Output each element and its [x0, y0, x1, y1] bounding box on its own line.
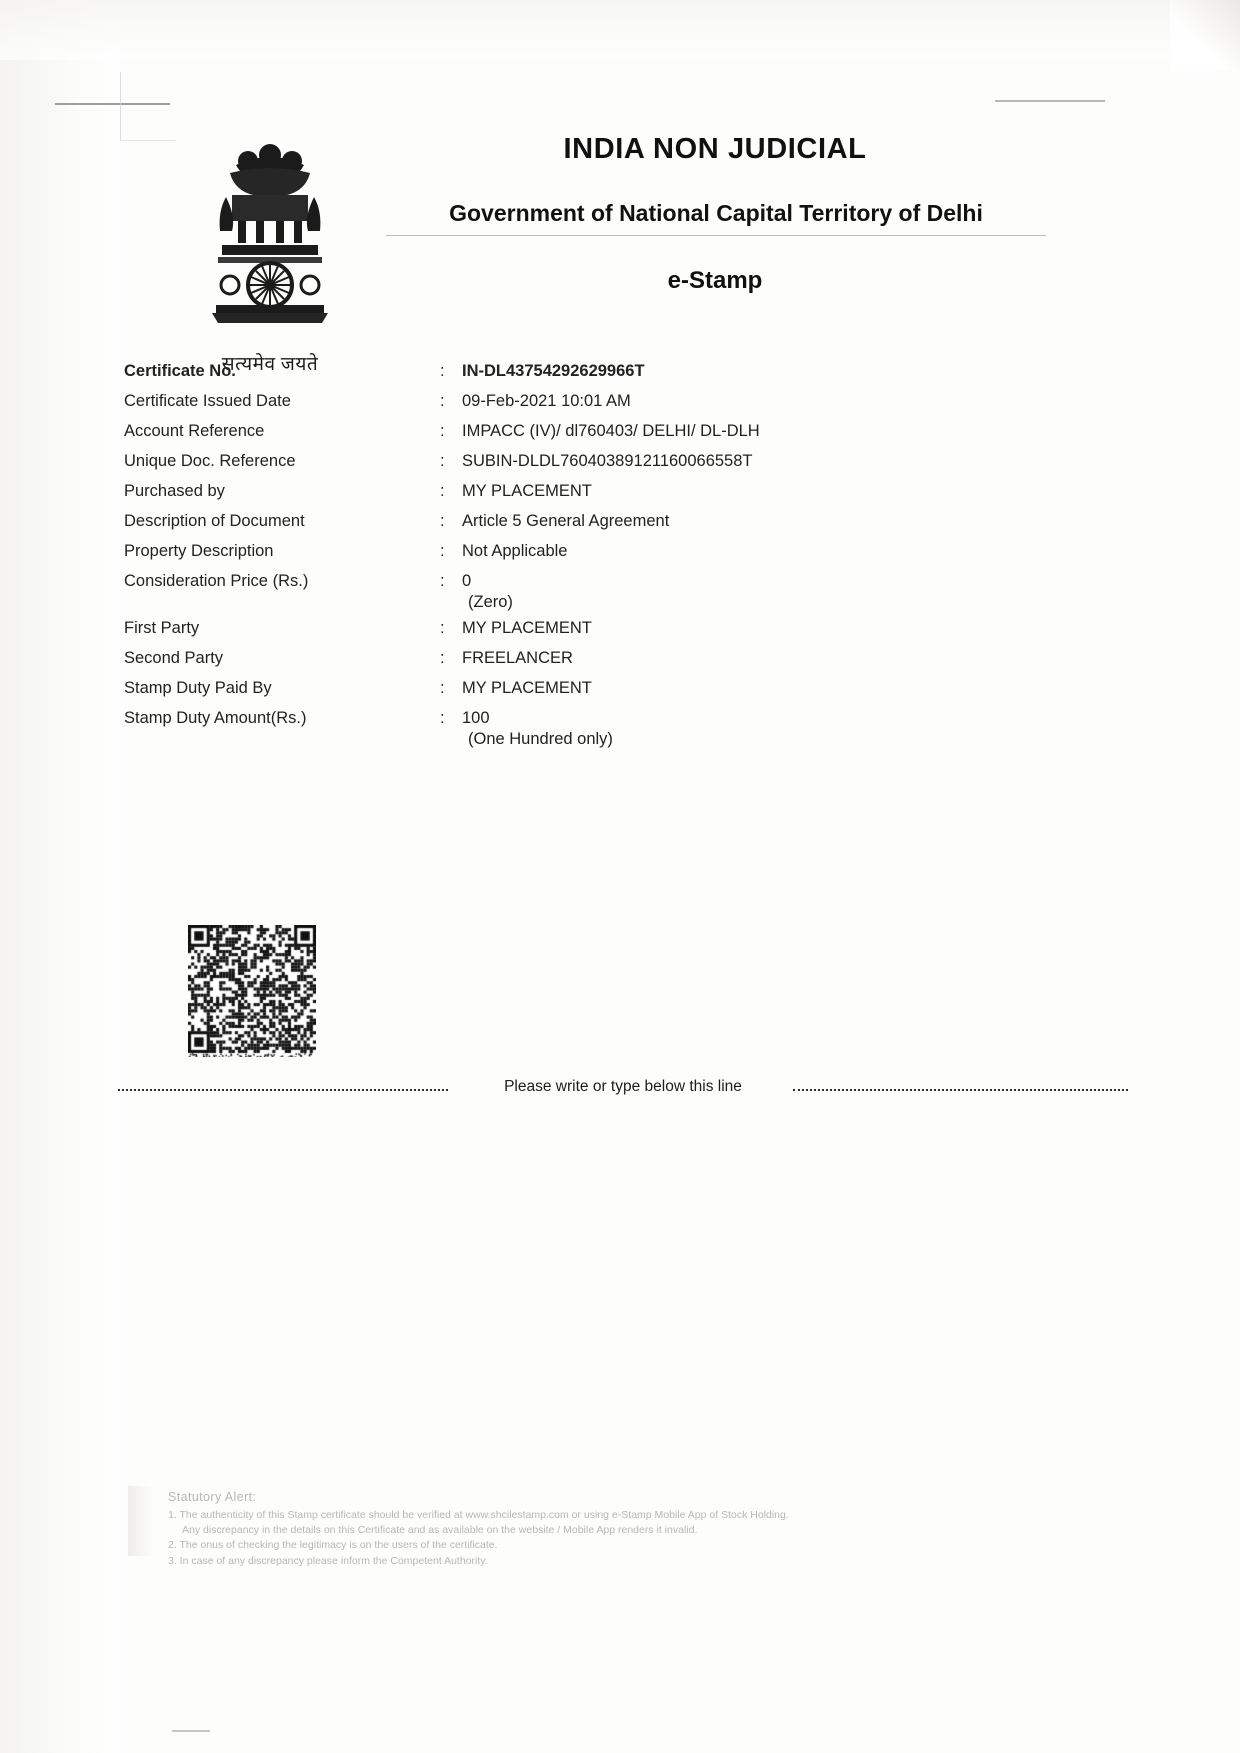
field-separator: :: [440, 679, 445, 697]
field-row: [124, 482, 1084, 512]
field-label: Stamp Duty Paid By: [124, 679, 272, 697]
government-subtitle: [346, 200, 1086, 236]
field-label: Account Reference: [124, 422, 265, 440]
field-value: SUBIN-DLDL76040389121160066558T: [462, 452, 753, 470]
field-value: 100: [462, 709, 490, 727]
field-label: Property Description: [124, 542, 274, 560]
field-label: Stamp Duty Amount(Rs.): [124, 709, 307, 727]
field-separator: :: [440, 482, 445, 500]
field-row: [124, 512, 1084, 542]
field-label: Unique Doc. Reference: [124, 452, 296, 470]
field-value: 09-Feb-2021 10:01 AM: [462, 392, 631, 410]
field-separator: :: [440, 512, 445, 530]
emblem-motto: सत्यमेव जयते: [221, 354, 319, 375]
document-type-title: e-Stamp: [667, 267, 763, 294]
dashed-line-left: [118, 1089, 448, 1091]
field-value: Not Applicable: [462, 542, 568, 560]
scan-mark-right: [995, 100, 1105, 102]
government-subtitle-text: Government of National Capital Territory of Delhi: [449, 200, 983, 226]
field-label: Consideration Price (Rs.): [124, 572, 309, 590]
footer-smudge: [128, 1486, 154, 1556]
dashed-line-right: [793, 1089, 1128, 1091]
statutory-alert-item: 2. The onus of checking the legitimacy is on the users of the certificate.: [168, 1539, 498, 1552]
page-title: INDIA NON JUDICIAL: [563, 133, 867, 165]
field-row: [124, 362, 1084, 392]
scan-edge-left: [0, 0, 120, 1753]
field-value: 0: [462, 572, 472, 590]
scan-mark-corner-box: [120, 72, 175, 141]
national-emblem-block: [196, 133, 344, 376]
field-row: [124, 649, 1084, 679]
scan-corner-artifact: [1170, 0, 1240, 70]
field-row: [124, 542, 1084, 572]
field-separator: :: [440, 649, 445, 667]
field-separator: :: [440, 452, 445, 470]
field-label: Purchased by: [124, 482, 225, 500]
field-value-secondary: (One Hundred only): [468, 730, 613, 748]
field-value: Article 5 General Agreement: [462, 512, 670, 530]
field-row: [124, 679, 1084, 709]
field-value: MY PLACEMENT: [462, 679, 592, 697]
field-separator: :: [440, 542, 445, 560]
write-below-line: [118, 1078, 1128, 1100]
field-value: FREELANCER: [462, 649, 573, 667]
scan-edge-top: [0, 0, 1240, 60]
field-separator: :: [440, 619, 445, 637]
subtitle-rule: [386, 235, 1046, 236]
field-label: Certificate No.: [124, 362, 236, 380]
field-value: MY PLACEMENT: [462, 482, 592, 500]
field-row: [124, 392, 1084, 422]
field-label: First Party: [124, 619, 200, 637]
field-value: MY PLACEMENT: [462, 619, 592, 637]
field-label: Description of Document: [124, 512, 305, 530]
field-separator: :: [440, 572, 445, 590]
field-separator: :: [440, 709, 445, 727]
field-separator: :: [440, 392, 445, 410]
scan-mark-bottom: [172, 1730, 210, 1732]
field-value: IN-DL43754292629966T: [462, 362, 645, 380]
field-value-secondary: (Zero): [468, 593, 513, 611]
qr-code: [188, 925, 316, 1057]
field-row: [124, 619, 1084, 649]
write-below-line-text: Please write or type below this line: [504, 1078, 742, 1095]
field-row: [124, 572, 1084, 619]
field-separator: :: [440, 362, 445, 380]
certificate-fields: [124, 362, 1084, 756]
field-label: Second Party: [124, 649, 224, 667]
national-emblem-icon: [196, 133, 344, 348]
field-label: Certificate Issued Date: [124, 392, 291, 410]
field-separator: :: [440, 422, 445, 440]
statutory-alert: [168, 1490, 968, 1569]
field-row: [124, 422, 1084, 452]
field-value: IMPACC (IV)/ dl760403/ DELHI/ DL-DLH: [462, 422, 760, 440]
field-row: [124, 452, 1084, 482]
statutory-alert-item: 1. The authenticity of this Stamp certificate should be verified at www.shcilestamp.com or using e-Stamp Mobile App of Stock Holding.: [168, 1509, 789, 1521]
statutory-alert-list: [168, 1508, 968, 1569]
statutory-alert-item: Any discrepancy in the details on this Certificate and as available on the website / Mobile App renders it invalid.: [182, 1524, 698, 1537]
statutory-alert-item: 3. In case of any discrepancy please inform the Competent Authority.: [168, 1554, 488, 1567]
statutory-alert-title: Statutory Alert:: [168, 1490, 257, 1504]
field-row: [124, 709, 1084, 756]
